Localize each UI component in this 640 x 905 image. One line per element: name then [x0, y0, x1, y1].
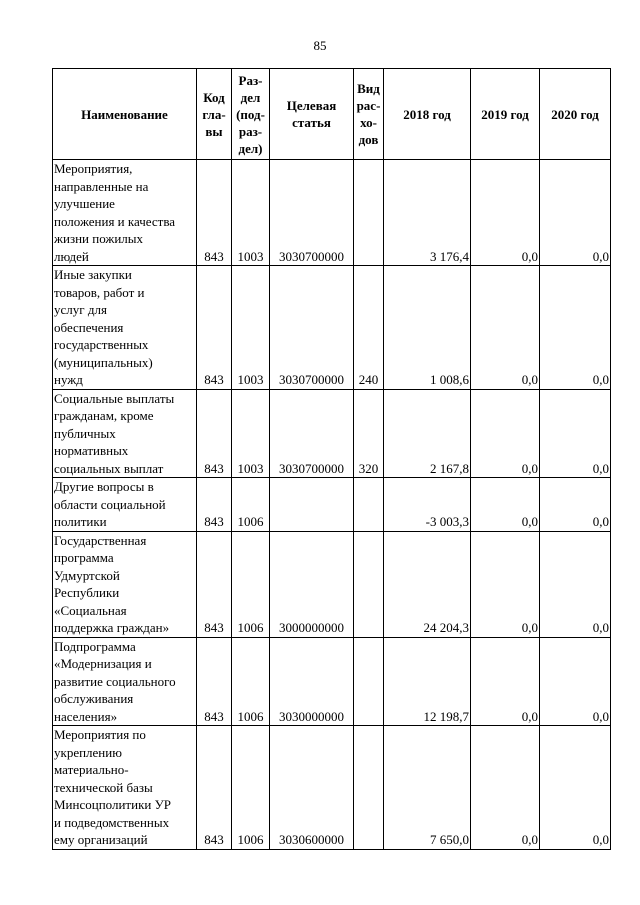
cell-2020: 0,0 [540, 389, 611, 478]
cell-2018: 1 008,6 [384, 266, 471, 390]
table-row [53, 726, 611, 850]
header-target: Целевая статья [270, 69, 354, 160]
table-row [53, 637, 611, 726]
cell-target: 3000000000 [270, 531, 354, 637]
cell-2020: 0,0 [540, 637, 611, 726]
table-row [53, 160, 611, 266]
cell-2018: 7 650,0 [384, 726, 471, 850]
cell-type: 320 [354, 389, 384, 478]
table-row [53, 478, 611, 532]
cell-target [270, 478, 354, 532]
page-number: 85 [313, 38, 327, 53]
cell-name: Государственная программа Удмуртской Республики «Социальная поддержка граждан» [53, 531, 197, 637]
cell-2020: 0,0 [540, 266, 611, 390]
cell-target: 3030000000 [270, 637, 354, 726]
header-2018: 2018 год [384, 69, 471, 160]
cell-code: 843 [197, 637, 232, 726]
header-section: Раз- дел (под- раз- дел) [232, 69, 270, 160]
cell-2020: 0,0 [540, 478, 611, 532]
budget-table [52, 68, 611, 850]
header-name: Наименование [53, 69, 197, 160]
header-row [53, 69, 611, 160]
cell-type [354, 726, 384, 850]
cell-section: 1006 [232, 637, 270, 726]
cell-2019: 0,0 [471, 389, 540, 478]
cell-2019: 0,0 [471, 726, 540, 850]
cell-type [354, 531, 384, 637]
cell-section: 1006 [232, 531, 270, 637]
cell-name: Подпрограмма «Модернизация и развитие социального обслуживания населения» [53, 637, 197, 726]
cell-target: 3030700000 [270, 160, 354, 266]
cell-type [354, 637, 384, 726]
table-row [53, 266, 611, 390]
table-row [53, 389, 611, 478]
cell-name: Иные закупки товаров, работ и услуг для обеспечения государственных (муниципальных) нужд [53, 266, 197, 390]
cell-code: 843 [197, 160, 232, 266]
cell-2018: -3 003,3 [384, 478, 471, 532]
cell-target: 3030700000 [270, 389, 354, 478]
cell-section: 1003 [232, 266, 270, 390]
cell-2018: 3 176,4 [384, 160, 471, 266]
header-type: Вид рас- хо- дов [354, 69, 384, 160]
cell-type [354, 160, 384, 266]
cell-2020: 0,0 [540, 531, 611, 637]
cell-code: 843 [197, 266, 232, 390]
cell-type [354, 478, 384, 532]
cell-code: 843 [197, 726, 232, 850]
cell-2020: 0,0 [540, 160, 611, 266]
cell-2020: 0,0 [540, 726, 611, 850]
cell-2019: 0,0 [471, 531, 540, 637]
cell-name: Мероприятия, направленные на улучшение положения и качества жизни пожилых людей [53, 160, 197, 266]
cell-name: Социальные выплаты гражданам, кроме публичных нормативных социальных выплат [53, 389, 197, 478]
cell-code: 843 [197, 389, 232, 478]
cell-section: 1006 [232, 726, 270, 850]
cell-2019: 0,0 [471, 478, 540, 532]
cell-2019: 0,0 [471, 266, 540, 390]
cell-name: Другие вопросы в области социальной политики [53, 478, 197, 532]
cell-2018: 2 167,8 [384, 389, 471, 478]
cell-name: Мероприятия по укреплению материально- технической базы Минсоцполитики УР и подведомственных ему организаций [53, 726, 197, 850]
cell-section: 1003 [232, 160, 270, 266]
cell-target: 3030700000 [270, 266, 354, 390]
table-row [53, 531, 611, 637]
header-2020: 2020 год [540, 69, 611, 160]
cell-code: 843 [197, 478, 232, 532]
cell-2019: 0,0 [471, 160, 540, 266]
cell-type: 240 [354, 266, 384, 390]
cell-2019: 0,0 [471, 637, 540, 726]
header-2019: 2019 год [471, 69, 540, 160]
cell-section: 1006 [232, 478, 270, 532]
cell-target: 3030600000 [270, 726, 354, 850]
cell-2018: 12 198,7 [384, 637, 471, 726]
header-code: Код гла- вы [197, 69, 232, 160]
cell-section: 1003 [232, 389, 270, 478]
cell-2018: 24 204,3 [384, 531, 471, 637]
cell-code: 843 [197, 531, 232, 637]
